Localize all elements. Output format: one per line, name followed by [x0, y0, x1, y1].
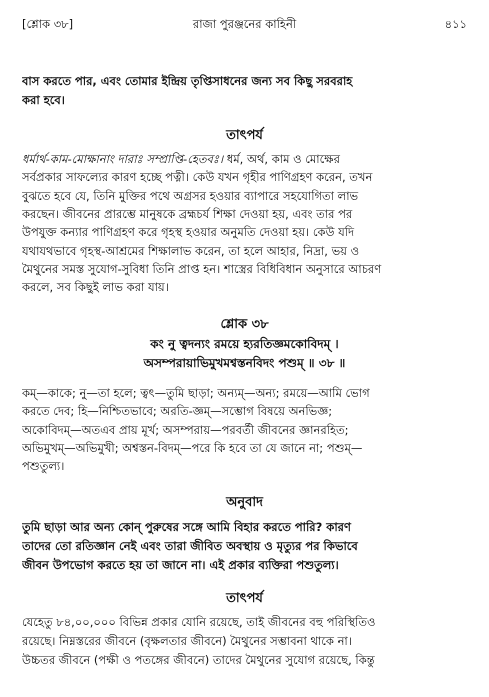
purport-heading: তাৎপর্য [226, 591, 263, 606]
translation-line: জীবন উপভোগ করতে হয় তা জানে না। এই প্রকার ব্যক্তিরা পশুতুল্য। [22, 558, 339, 572]
synonyms-line: অকোবিদম্—অতএব প্রায় মূর্খ; অসম্পরায়—পরবর্তী জীবনের জ্ঞানরহিত; [22, 423, 349, 437]
intro-line: বাস করতে পার, এবং তোমার ইন্দ্রিয় তৃপ্তিসাধনের জন্য সব কিছু সরবরাহ [22, 74, 353, 88]
page-number: ৪১১ [444, 17, 467, 31]
purport-heading: তাৎপর্য [226, 128, 263, 143]
synonyms-line: করতে দেব; হি—নিশ্চিতভাবে; অরতি-জ্ঞম্—সম্ভোগ বিষয়ে অনভিজ্ঞ; [22, 404, 333, 418]
verse-heading: শ্লোক ৩৮ [220, 317, 269, 332]
verse-line: কং নু ত্বদন্যং রময়ে হ্যরতিজ্ঞমকোবিদম্ । [150, 337, 339, 351]
purport-line: সর্বপ্রকার সাফল্যের কারণ হচ্ছে পত্নী। কেউ যখন গৃহীর পাণিগ্রহণ করেন, তখন [22, 170, 373, 184]
header-verse-ref: [শ্লোক ৩৮] [22, 17, 74, 31]
purport-line [22, 150, 467, 168]
purport-line: যথাযথভাবে গৃহস্থ-আশ্রমের শিক্ষালাভ করেন, তা হলে আহার, নিদ্রা, ভয় ও [22, 244, 360, 258]
purport-line: উপযুক্ত কন্যার পাণিগ্রহণ করে গৃহস্থ হওয়ার অনুমতি দেওয়া হয়। কেউ যদি [22, 225, 355, 239]
purport-line: বুঝতে হবে যে, তিনি মুক্তির পথে অগ্রসর হওয়ার ব্যাপারে সহযোগিতা লাভ [22, 189, 359, 203]
verse-line: অসম্পরায়াভিমুখমশ্বস্তনবিদং পশুম্ ॥ ৩৮ ॥ [143, 356, 346, 370]
purport-line-text: ধর্ম, অর্থ, কাম ও মোক্ষের [223, 152, 340, 166]
purport-line: রয়েছে। নিম্নস্তরের জীবনে (বৃক্ষলতার জীবনে) মৈথুনের সম্ভাবনা থাকে না। [22, 634, 352, 648]
translation-line: তুমি ছাড়া আর অন্য কোন্ পুরুষের সঙ্গে আমি বিহার করতে পারি? কারণ [22, 520, 351, 534]
purport-line: উচ্চতর জীবনে (পক্ষী ও পতঙ্গের জীবনে) তাদের মৈথুনের সুযোগ রয়েছে, কিন্তু [22, 653, 375, 667]
synonyms-line: অভিমুখম্—অভিমুখী; অশ্বস্তন-বিদম্—পরে কি হবে তা যে জানে না; পশুম্— [22, 441, 363, 455]
translation-heading: অনুবাদ [226, 495, 263, 510]
purport-line: করছেন। জীবনের প্রারম্ভে মানুষকে ব্রহ্মচর্য শিক্ষা দেওয়া হয়, এবং তার পর [22, 207, 353, 221]
translation-line: তাদের তো রতিজ্ঞান নেই এবং তারা জীবিত অবস্থায় ও মৃত্যুর পর কিভাবে [22, 539, 358, 553]
synonyms-line: পশুতুল্য। [22, 459, 65, 473]
purport-quote: ধর্মার্থ-কাম-মোক্ষানাং দারাঃ সম্প্রাপ্তি-হেতবঃ। [22, 152, 224, 166]
purport-line: যেহেতু ৮৪,০০,০০০ বিভিন্ন প্রকার যোনি রয়েছে, তাই জীবনের বহু পরিস্থিতিও [22, 615, 376, 629]
header-chapter-title: রাজা পুরঞ্জনের কাহিনী [192, 17, 297, 31]
purport-line: করলে, সব কিছুই লাভ করা যায়। [22, 280, 169, 294]
synonyms-line: কম্—কাকে; নু—তা হলে; ত্বৎ—তুমি ছাড়া; অন্যম্—অন্য; রময়ে—আমি ভোগ [22, 386, 370, 400]
purport-line: মৈথুনের সমস্ত সুযোগ-সুবিধা তিনি প্রাপ্ত হন। শাস্ত্রের বিধিবিধান অনুসারে আচরণ [22, 262, 382, 276]
running-header [22, 16, 467, 34]
intro-line: করা হবে। [22, 93, 65, 107]
